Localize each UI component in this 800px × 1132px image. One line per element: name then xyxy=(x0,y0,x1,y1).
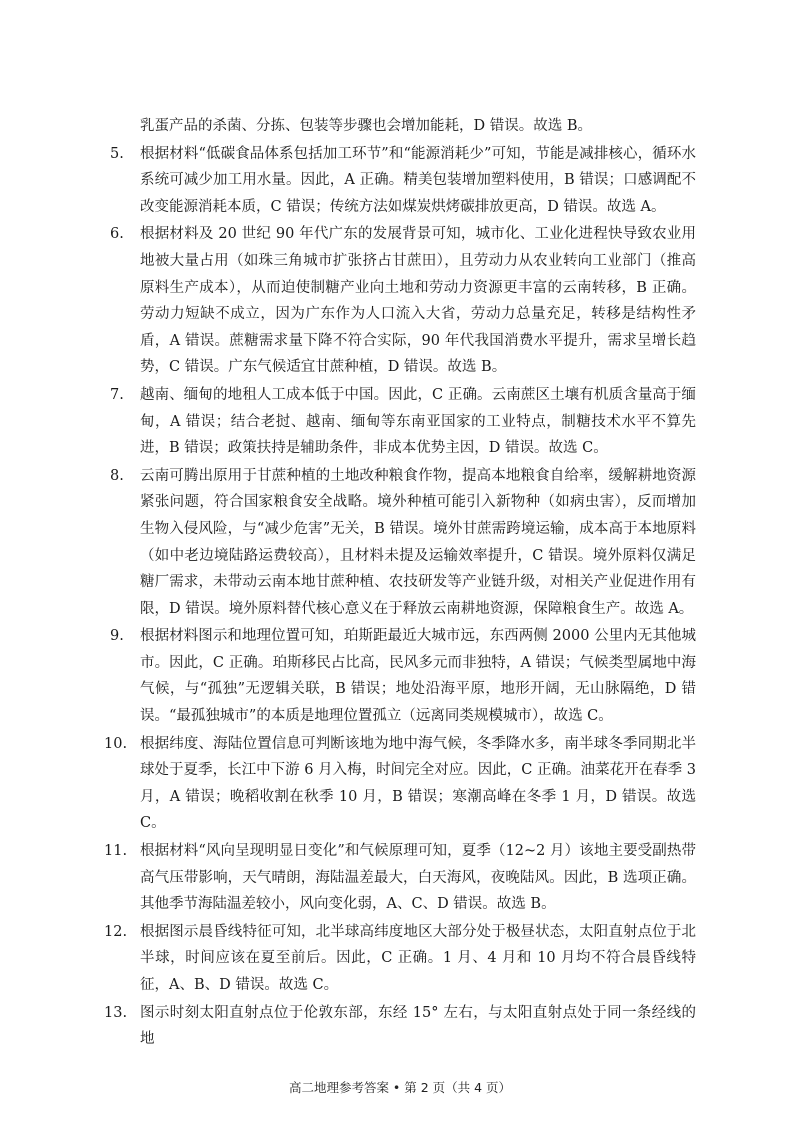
answer-number: 6. xyxy=(110,226,124,243)
answer-number: 11. xyxy=(104,843,128,860)
answer-list xyxy=(104,113,696,1054)
answer-text: 根据图示晨昏线特征可知，北半球高纬度地区大部分处于极昼状态，太阳直射点位于北半球，时间应该在夏至前后。因此，C 正确。1 月、4 月和 10 月均不符合晨昏线特征，A、B、D 错误。故选 C。 xyxy=(140,923,696,993)
answer-item xyxy=(104,1000,696,1053)
answer-number: 7. xyxy=(110,386,124,403)
answer-item xyxy=(110,623,696,729)
answer-item xyxy=(110,382,696,462)
answer-number: 9. xyxy=(110,628,124,645)
answer-item xyxy=(110,463,696,623)
answer-text: 云南可腾出原用于甘蔗种植的土地改种粮食作物，提高本地粮食自给率，缓解耕地资源紧张问题，符合国家粮食安全战略。境外种植可能引入新物种（如病虫害），反而增加生物入侵风险，与“减少危害”无关，B 错误。境外甘蔗需跨境运输，成本高于本地原料（如中老边境陆路运费较高），且材料未提及运输效率提升，C 错误。境外原料仅满足糖厂需求，未带动云南本地甘蔗种植、农技研发等产业链升级，对相关产业促进作用有限，D 错误。境外原料替代核心意义在于释放云南耕地资源，保障粮食生产。故选 A。 xyxy=(140,467,696,617)
answer-text: 越南、缅甸的地租人工成本低于中国。因此，C 正确。云南蔗区土壤有机质含量高于缅甸，A 错误；结合老挝、越南、缅甸等东南亚国家的工业特点，制糖技术水平不算先进，B 错误；政策扶持是辅助条件，非成本优势主因，D 错误。故选 C。 xyxy=(140,386,696,457)
answer-item xyxy=(110,221,696,381)
page-footer: 高二地理参考答案 • 第 2 页（共 4 页） xyxy=(288,1080,512,1095)
answer-item xyxy=(104,919,696,999)
answer-text: 根据材料图示和地理位置可知，珀斯距最近大城市远，东西两侧 2000 公里内无其他城市。因此，C 正确。珀斯移民占比高，民风多元而非独特，A 错误；气候类型属地中海气候，与“孤独”无逻辑关联，B 错误；地处沿海平原，地形开阔，无山脉隔绝，D 错误。“最孤独城市”的本质是地理位置孤立（远离同类规模城市），故选 C。 xyxy=(140,628,696,725)
answer-text: 根据材料“风向呈现明显日变化”和气候原理可知，夏季（12~2 月）该地主要受副热带高气压带影响，天气晴朗，海陆温差最大，白天海风，夜晚陆风。因此，B 选项正确。其他季节海陆温差较小，风向变化弱，A、C、D 错误。故选 B。 xyxy=(140,843,696,913)
continued-answer-4: 乳蛋产品的杀菌、分拣、包装等步骤也会增加能耗，D 错误。故选 B。 xyxy=(140,118,592,134)
answer-number: 10. xyxy=(104,735,128,752)
answer-number: 13. xyxy=(104,1004,128,1021)
answer-text: 图示时刻太阳直射点位于伦敦东部，东经 15° 左右，与太阳直射点处于同一条经线的地 xyxy=(140,1004,696,1048)
answer-item xyxy=(104,731,696,837)
answer-item xyxy=(104,838,696,918)
answer-text: 根据纬度、海陆位置信息可判断该地为地中海气候，冬季降水多，南半球冬季同期北半球处于夏季，长江中下游 6 月入梅，时间完全对应。因此，C 正确。油菜花开在春季 3 月，A 错误；晚稻收割在秋季 10 月，B 错误；寒潮高峰在冬季 1 月，D 错误。故选 C。 xyxy=(140,735,696,832)
answer-number: 8. xyxy=(110,467,124,484)
answer-items xyxy=(104,141,696,1053)
answer-number: 5. xyxy=(110,145,124,162)
answer-item xyxy=(110,141,696,221)
answer-number: 12. xyxy=(104,923,128,940)
answer-text: 根据材料“低碳食品体系包括加工环节”和“能源消耗少”可知，节能是减排核心，循环水系统可减少加工用水量。因此，A 正确。精美包装增加塑料使用，B 错误；口感调配不改变能源消耗本质，C 错误；传统方法如煤炭烘烤碳排放更高，D 错误。故选 A。 xyxy=(140,145,696,215)
answer-text: 根据材料及 20 世纪 90 年代广东的发展背景可知，城市化、工业化进程快导致农业用地被大量占用（如珠三角城市扩张挤占甘蔗田），且劳动力从农业转向工业部门（推高原料生产成本），从而迫使制糖产业向土地和劳动力资源更丰富的云南转移，B 正确。劳动力短缺不成立，因为广东作为人口流入大省，劳动力总量充足，转移是结构性矛盾，A 错误。蔗糖需求量下降不符合实际，90 年代我国消费水平提升，需求呈增长趋势，C 错误。广东气候适宜甘蔗种植，D 错误。故选 B。 xyxy=(140,226,696,376)
